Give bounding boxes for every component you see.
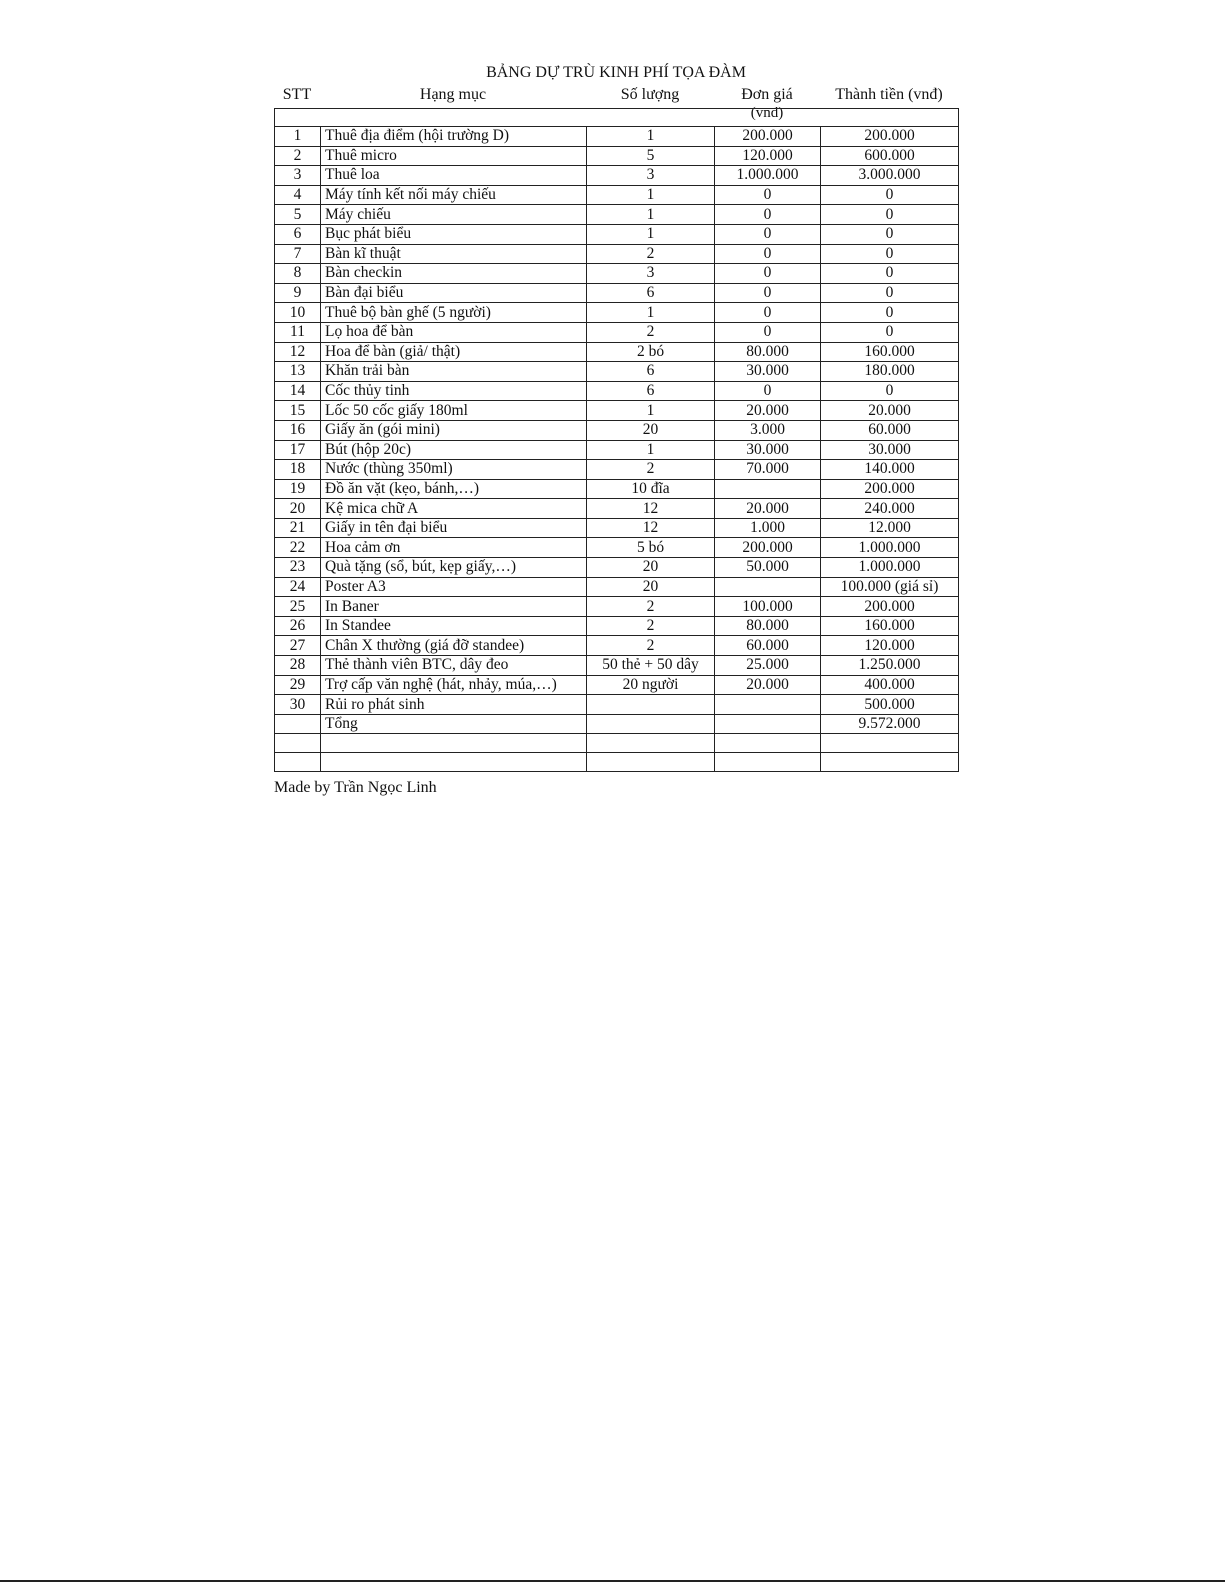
cell-item: Bàn kĩ thuật xyxy=(321,244,587,264)
empty-cell xyxy=(715,753,821,772)
cell-quantity: 1 xyxy=(587,303,715,323)
table-row xyxy=(275,636,959,656)
cell-quantity: 1 xyxy=(587,185,715,205)
cell-stt: 20 xyxy=(275,499,321,519)
cell-item: Máy tính kết nối máy chiếu xyxy=(321,185,587,205)
total-label: Tổng xyxy=(321,714,587,734)
table-row xyxy=(275,675,959,695)
cell-unit-price xyxy=(715,714,821,734)
header-item: Hạng mục xyxy=(419,86,487,103)
cell-unit-price xyxy=(715,479,821,499)
empty-cell xyxy=(821,734,959,753)
empty-cell xyxy=(275,753,321,772)
cell-total: 100.000 (giá sỉ) xyxy=(821,577,959,597)
cell-total: 160.000 xyxy=(821,342,959,362)
cell-total: 120.000 xyxy=(821,636,959,656)
cell-unit-price: 0 xyxy=(715,322,821,342)
cell-unit-price: 0 xyxy=(715,381,821,401)
cell-total: 12.000 xyxy=(821,518,959,538)
cell-item: Rủi ro phát sinh xyxy=(321,695,587,715)
cell-stt: 5 xyxy=(275,205,321,225)
cell-stt: 6 xyxy=(275,224,321,244)
table-row xyxy=(275,440,959,460)
cell-unit-price: 1.000.000 xyxy=(715,166,821,186)
cell-stt: 25 xyxy=(275,597,321,617)
cell-unit-price: 0 xyxy=(715,264,821,284)
cell-item: Lốc 50 cốc giấy 180ml xyxy=(321,401,587,421)
cell-total: 3.000.000 xyxy=(821,166,959,186)
cell-stt: 3 xyxy=(275,166,321,186)
cell-stt: 14 xyxy=(275,381,321,401)
table-row xyxy=(275,558,959,578)
cell-quantity: 3 xyxy=(587,166,715,186)
table-row xyxy=(275,362,959,382)
cell-unit-price: 50.000 xyxy=(715,558,821,578)
table-row-spacer xyxy=(275,109,959,127)
cell-unit-price: 60.000 xyxy=(715,636,821,656)
cell-stt: 15 xyxy=(275,401,321,421)
cell-quantity: 20 xyxy=(587,577,715,597)
author-credit: Made by Trần Ngọc Linh xyxy=(274,779,437,796)
cell-stt: 24 xyxy=(275,577,321,597)
empty-cell xyxy=(587,753,715,772)
cell-unit-price: 0 xyxy=(715,244,821,264)
cell-total: 0 xyxy=(821,283,959,303)
cell-quantity: 20 xyxy=(587,420,715,440)
cell-quantity: 2 xyxy=(587,460,715,480)
empty-cell xyxy=(587,734,715,753)
table-row xyxy=(275,283,959,303)
cell-total: 400.000 xyxy=(821,675,959,695)
cell-total: 240.000 xyxy=(821,499,959,519)
cell-quantity: 2 bó xyxy=(587,342,715,362)
cell-item: Giấy in tên đại biểu xyxy=(321,518,587,538)
empty-cell xyxy=(821,753,959,772)
cell-stt: 23 xyxy=(275,558,321,578)
cell-item: Thuê địa điểm (hội trường D) xyxy=(321,127,587,147)
cell-stt: 17 xyxy=(275,440,321,460)
cell-item: Nước (thùng 350ml) xyxy=(321,460,587,480)
cell-quantity: 6 xyxy=(587,362,715,382)
cell-total: 60.000 xyxy=(821,420,959,440)
cell-total: 1.000.000 xyxy=(821,558,959,578)
cell-unit-price: 200.000 xyxy=(715,127,821,147)
cell-quantity xyxy=(587,695,715,715)
table-row xyxy=(275,695,959,715)
cell-quantity: 10 đĩa xyxy=(587,479,715,499)
cell-stt: 22 xyxy=(275,538,321,558)
cell-item: Hoa cảm ơn xyxy=(321,538,587,558)
cell-total: 0 xyxy=(821,244,959,264)
cell-item: Poster A3 xyxy=(321,577,587,597)
table-row-empty xyxy=(275,734,959,753)
table-row xyxy=(275,420,959,440)
cell-stt: 21 xyxy=(275,518,321,538)
cell-quantity: 1 xyxy=(587,127,715,147)
cell-item: Kệ mica chữ A xyxy=(321,499,587,519)
cell-quantity: 12 xyxy=(587,499,715,519)
cell-total: 600.000 xyxy=(821,146,959,166)
cell-item: Thẻ thành viên BTC, dây đeo xyxy=(321,656,587,676)
cell-quantity: 2 xyxy=(587,597,715,617)
budget-table-body xyxy=(275,109,959,772)
cell-unit-price: 80.000 xyxy=(715,616,821,636)
cell-total: 0 xyxy=(821,185,959,205)
total-amount: 9.572.000 xyxy=(821,714,959,734)
spacer-cell xyxy=(275,109,959,127)
cell-item: Quà tặng (sổ, bút, kẹp giấy,…) xyxy=(321,558,587,578)
header-stt: STT xyxy=(282,86,312,103)
table-row xyxy=(275,401,959,421)
cell-total: 0 xyxy=(821,303,959,323)
cell-stt: 29 xyxy=(275,675,321,695)
cell-stt: 8 xyxy=(275,264,321,284)
cell-unit-price xyxy=(715,695,821,715)
cell-stt: 13 xyxy=(275,362,321,382)
table-row xyxy=(275,166,959,186)
cell-stt xyxy=(275,714,321,734)
cell-item: Cốc thủy tinh xyxy=(321,381,587,401)
budget-table xyxy=(274,108,959,772)
cell-quantity: 5 xyxy=(587,146,715,166)
cell-quantity: 1 xyxy=(587,205,715,225)
cell-unit-price: 30.000 xyxy=(715,362,821,382)
cell-quantity: 50 thẻ + 50 dây xyxy=(587,656,715,676)
page-bottom-rule xyxy=(0,1580,1225,1582)
cell-stt: 26 xyxy=(275,616,321,636)
cell-total: 500.000 xyxy=(821,695,959,715)
table-row xyxy=(275,185,959,205)
cell-total: 200.000 xyxy=(821,597,959,617)
cell-unit-price: 120.000 xyxy=(715,146,821,166)
cell-total: 0 xyxy=(821,205,959,225)
cell-total: 160.000 xyxy=(821,616,959,636)
cell-stt: 16 xyxy=(275,420,321,440)
cell-item: Thuê micro xyxy=(321,146,587,166)
cell-item: Thuê bộ bàn ghế (5 người) xyxy=(321,303,587,323)
table-row xyxy=(275,479,959,499)
table-row xyxy=(275,127,959,147)
cell-item: Khăn trải bàn xyxy=(321,362,587,382)
cell-unit-price: 20.000 xyxy=(715,401,821,421)
cell-stt: 19 xyxy=(275,479,321,499)
table-row xyxy=(275,381,959,401)
header-unit-price-currency: (vnđ) xyxy=(750,105,784,121)
cell-unit-price: 0 xyxy=(715,283,821,303)
cell-total: 1.250.000 xyxy=(821,656,959,676)
cell-item: Giấy ăn (gói mini) xyxy=(321,420,587,440)
empty-cell xyxy=(275,734,321,753)
cell-total: 0 xyxy=(821,264,959,284)
cell-item: Bục phát biểu xyxy=(321,224,587,244)
cell-item: Trợ cấp văn nghệ (hát, nhảy, múa,…) xyxy=(321,675,587,695)
header-total: Thành tiền (vnđ) xyxy=(835,86,943,103)
table-row xyxy=(275,244,959,264)
cell-quantity: 2 xyxy=(587,322,715,342)
cell-item: Lọ hoa để bàn xyxy=(321,322,587,342)
cell-unit-price: 80.000 xyxy=(715,342,821,362)
cell-total: 1.000.000 xyxy=(821,538,959,558)
cell-item: Bút (hộp 20c) xyxy=(321,440,587,460)
cell-item: In Baner xyxy=(321,597,587,617)
table-row xyxy=(275,264,959,284)
cell-total: 200.000 xyxy=(821,127,959,147)
empty-cell xyxy=(715,734,821,753)
cell-total: 0 xyxy=(821,322,959,342)
cell-total: 0 xyxy=(821,381,959,401)
table-row-total xyxy=(275,714,959,734)
cell-stt: 10 xyxy=(275,303,321,323)
cell-stt: 1 xyxy=(275,127,321,147)
cell-unit-price: 3.000 xyxy=(715,420,821,440)
table-row xyxy=(275,597,959,617)
table-row xyxy=(275,499,959,519)
cell-quantity: 1 xyxy=(587,401,715,421)
cell-unit-price: 1.000 xyxy=(715,518,821,538)
cell-item: Chân X thường (giá đỡ standee) xyxy=(321,636,587,656)
cell-quantity: 2 xyxy=(587,244,715,264)
cell-stt: 18 xyxy=(275,460,321,480)
cell-unit-price: 100.000 xyxy=(715,597,821,617)
cell-unit-price: 20.000 xyxy=(715,499,821,519)
cell-total: 200.000 xyxy=(821,479,959,499)
cell-total: 180.000 xyxy=(821,362,959,382)
empty-cell xyxy=(321,734,587,753)
cell-quantity: 5 bó xyxy=(587,538,715,558)
cell-stt: 2 xyxy=(275,146,321,166)
cell-quantity: 1 xyxy=(587,224,715,244)
table-row xyxy=(275,342,959,362)
cell-stt: 9 xyxy=(275,283,321,303)
table-row-empty xyxy=(275,753,959,772)
cell-quantity: 2 xyxy=(587,636,715,656)
table-row xyxy=(275,322,959,342)
table-row xyxy=(275,146,959,166)
table-row xyxy=(275,205,959,225)
table-row xyxy=(275,577,959,597)
table-row xyxy=(275,460,959,480)
cell-item: Máy chiếu xyxy=(321,205,587,225)
cell-unit-price: 0 xyxy=(715,224,821,244)
table-row xyxy=(275,303,959,323)
cell-total: 140.000 xyxy=(821,460,959,480)
cell-quantity: 1 xyxy=(587,440,715,460)
cell-quantity: 6 xyxy=(587,283,715,303)
cell-quantity: 6 xyxy=(587,381,715,401)
header-quantity: Số lượng xyxy=(620,86,680,103)
cell-unit-price: 25.000 xyxy=(715,656,821,676)
table-row xyxy=(275,224,959,244)
cell-quantity xyxy=(587,714,715,734)
cell-quantity: 12 xyxy=(587,518,715,538)
header-unit-price: Đơn giá xyxy=(741,86,793,103)
cell-stt: 4 xyxy=(275,185,321,205)
cell-stt: 11 xyxy=(275,322,321,342)
cell-item: Bàn đại biểu xyxy=(321,283,587,303)
cell-item: In Standee xyxy=(321,616,587,636)
cell-quantity: 20 người xyxy=(587,675,715,695)
table-row xyxy=(275,538,959,558)
cell-quantity: 20 xyxy=(587,558,715,578)
table-row xyxy=(275,518,959,538)
cell-unit-price: 0 xyxy=(715,185,821,205)
cell-unit-price: 20.000 xyxy=(715,675,821,695)
cell-stt: 7 xyxy=(275,244,321,264)
cell-stt: 30 xyxy=(275,695,321,715)
cell-unit-price xyxy=(715,577,821,597)
cell-stt: 12 xyxy=(275,342,321,362)
cell-total: 20.000 xyxy=(821,401,959,421)
cell-stt: 28 xyxy=(275,656,321,676)
table-header xyxy=(274,85,958,109)
cell-item: Bàn checkin xyxy=(321,264,587,284)
document-title: BẢNG DỰ TRÙ KINH PHÍ TỌA ĐÀM xyxy=(486,64,746,81)
cell-item: Hoa để bàn (giả/ thật) xyxy=(321,342,587,362)
cell-total: 30.000 xyxy=(821,440,959,460)
cell-unit-price: 30.000 xyxy=(715,440,821,460)
empty-cell xyxy=(321,753,587,772)
cell-item: Đồ ăn vặt (kẹo, bánh,…) xyxy=(321,479,587,499)
cell-item: Thuê loa xyxy=(321,166,587,186)
cell-stt: 27 xyxy=(275,636,321,656)
cell-unit-price: 70.000 xyxy=(715,460,821,480)
cell-total: 0 xyxy=(821,224,959,244)
table-row xyxy=(275,656,959,676)
cell-unit-price: 200.000 xyxy=(715,538,821,558)
cell-quantity: 2 xyxy=(587,616,715,636)
cell-unit-price: 0 xyxy=(715,303,821,323)
table-row xyxy=(275,616,959,636)
cell-quantity: 3 xyxy=(587,264,715,284)
cell-unit-price: 0 xyxy=(715,205,821,225)
